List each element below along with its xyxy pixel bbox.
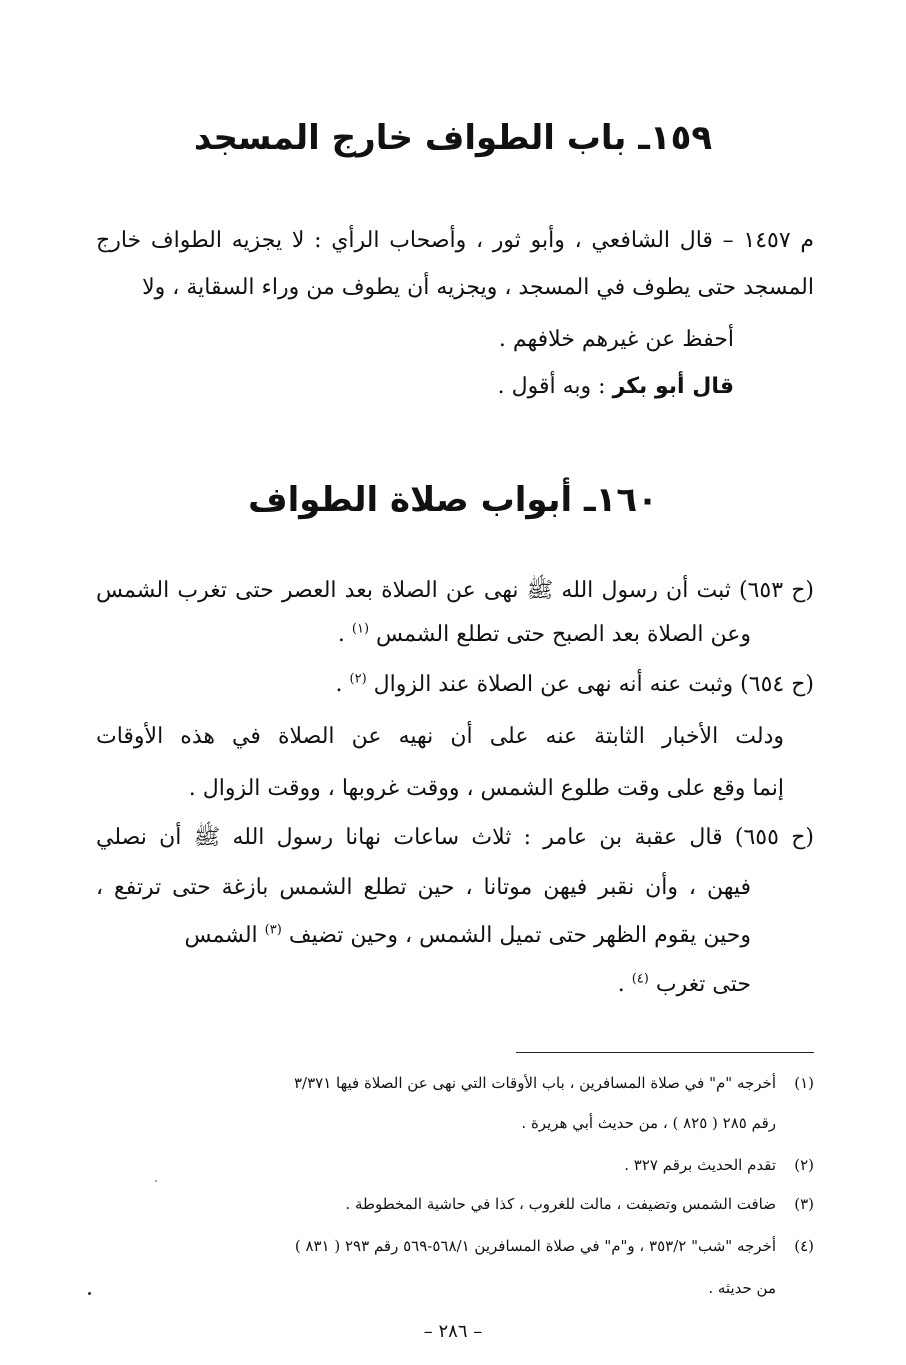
footnote-3-line xyxy=(96,1193,814,1215)
hadith-653-line-2-text: وعن الصلاة بعد الصبح حتى تطلع الشمس xyxy=(376,622,751,647)
evidence-paragraph-line-2: إنما وقع على وقت طلوع الشمس ، ووقت غروبها ، ووقت الزوال . xyxy=(188,776,784,801)
footnote-4-line-1 xyxy=(96,1235,814,1257)
abu-bakr-opinion-text: : وبه أقول . xyxy=(497,374,606,399)
footnote-ref-1: (١) xyxy=(351,621,370,637)
hadith-655-line-1: (ح ٦٥٥) قال عقبة بن عامر : ثلاث ساعات نهانا رسول الله ﷺ أن نصلي xyxy=(96,825,814,850)
footnote-separator xyxy=(516,1052,814,1053)
evidence-paragraph-line-1: ودلت الأخبار الثابتة عنه على أن نهيه عن الصلاة في هذه الأوقات xyxy=(96,724,784,749)
hadith-654-line xyxy=(96,670,814,700)
footnote-1-line-2: رقم ٢٨٥ ( ٨٢٥ ) ، من حديث أبي هريرة . xyxy=(521,1114,776,1132)
footnote-ref-2: (٢) xyxy=(349,671,367,687)
footnote-1-line-1 xyxy=(96,1072,814,1094)
hadith-655-line-4-text: حتى تغرب xyxy=(655,972,751,997)
footnote-2-line xyxy=(96,1154,814,1176)
footnote-4-number: (٤) xyxy=(794,1237,814,1255)
hadith-655-line-4 xyxy=(111,970,751,1000)
hadith-655-line-3 xyxy=(96,921,751,951)
footnote-2-text: تقدم الحديث برقم ٣٢٧ . xyxy=(624,1156,776,1174)
abu-bakr-opinion-line xyxy=(94,372,734,402)
issue-1457-line-2: المسجد حتى يطوف في المسجد ، ويجزيه أن يطوف من وراء السقاية ، ولا xyxy=(142,275,814,300)
footnote-1-number: (١) xyxy=(794,1074,814,1092)
hadith-655-line-3-text-b: الشمس xyxy=(184,923,258,948)
issue-1457-line-1: م ١٤٥٧ – قال الشافعي ، وأبو ثور ، وأصحاب الرأي : لا يجزيه الطواف خارج xyxy=(96,228,814,253)
footnote-ref-4: (٤) xyxy=(631,971,649,987)
footnote-4-text: أخرجه "شب" ٣٥٣/٢ ، و"م" في صلاة المسافرين ٥٦٨/١-٥٦٩ رقم ٢٩٣ ( ٨٣١ ) xyxy=(294,1237,776,1255)
footnote-3-text: ضافت الشمس وتضيفت ، مالت للغروب ، كذا في حاشية المخطوطة . xyxy=(345,1195,776,1213)
hadith-655-line-4-end: . xyxy=(617,972,625,997)
hadith-654-end: . xyxy=(335,672,343,697)
issue-1457-line-3: أحفظ عن غيرهم خلافهم . xyxy=(498,327,734,352)
chapter-160-heading: ١٦٠ـ أبواب صلاة الطواف xyxy=(248,480,658,520)
footnote-1-text: أخرجه "م" في صلاة المسافرين ، باب الأوقات التي نهى عن الصلاة فيها ٣/٣٧١ xyxy=(293,1074,776,1092)
footnote-4-line-2: من حديثه . xyxy=(708,1279,776,1297)
scan-speck xyxy=(155,1180,157,1182)
hadith-653-line-1: (ح ٦٥٣) ثبت أن رسول الله ﷺ نهى عن الصلاة بعد العصر حتى تغرب الشمس xyxy=(96,578,814,603)
hadith-655-line-3-text-a: وحين يقوم الظهر حتى تميل الشمس ، وحين تضيف xyxy=(288,923,751,948)
hadith-655-line-2: فيهن ، وأن نقبر فيهن موتانا ، حين تطلع الشمس بازغة حتى ترتفع ، xyxy=(96,875,751,900)
hadith-654-text: (ح ٦٥٤) وثبت عنه أنه نهى عن الصلاة عند الزوال xyxy=(373,672,814,697)
abu-bakr-label: قال أبو بكر xyxy=(612,374,734,399)
footnote-ref-3: (٣) xyxy=(264,922,282,938)
hadith-653-line-2-end: . xyxy=(337,622,345,647)
page-number: – ٢٨٦ – xyxy=(423,1321,483,1342)
scan-speck xyxy=(88,1292,91,1295)
chapter-159-heading: ١٥٩ـ باب الطواف خارج المسجد xyxy=(193,118,713,158)
hadith-653-line-2 xyxy=(111,620,751,650)
footnote-2-number: (٢) xyxy=(794,1156,814,1174)
footnote-3-number: (٣) xyxy=(794,1195,814,1213)
